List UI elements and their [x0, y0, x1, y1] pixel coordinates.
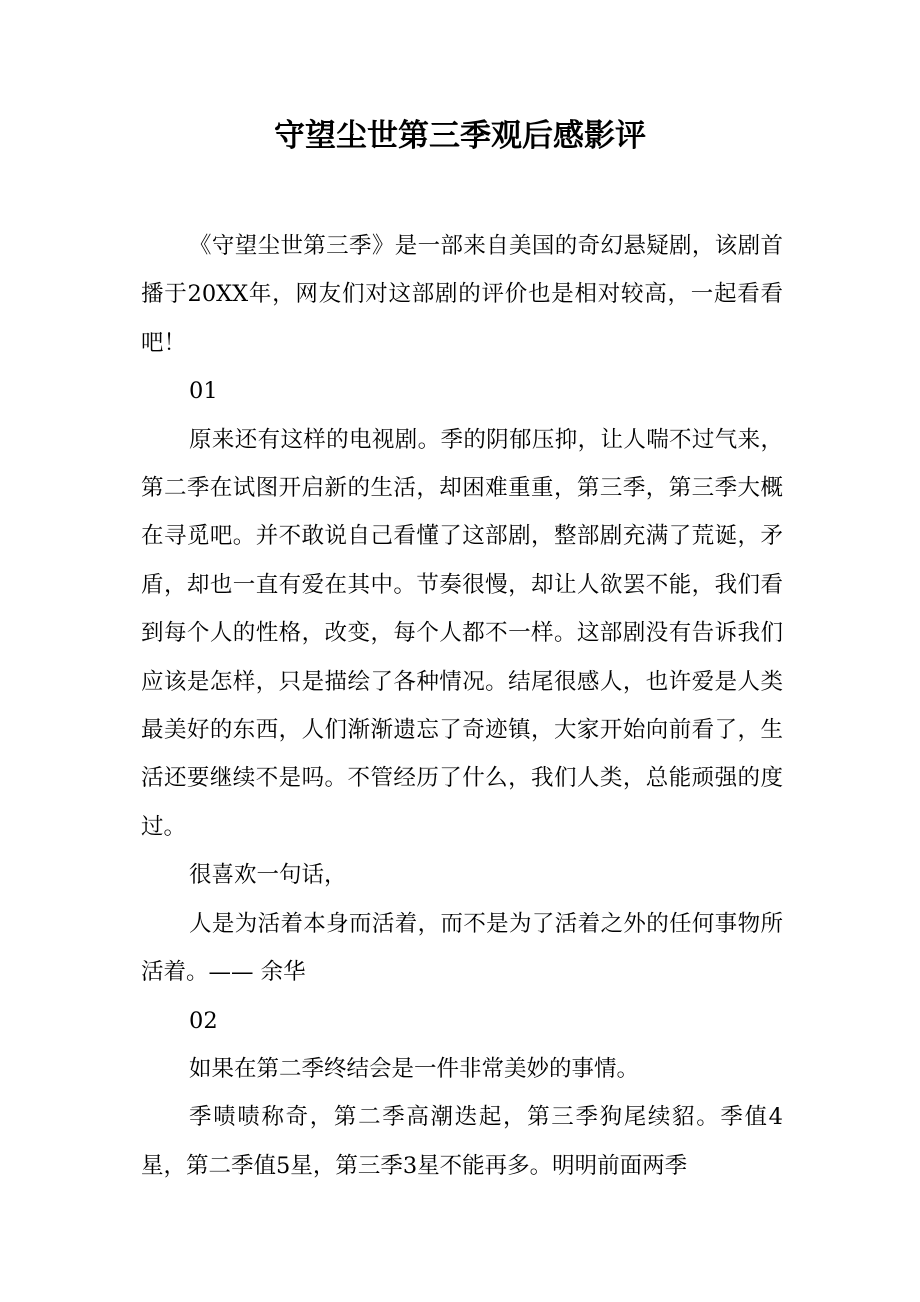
intro-paragraph: 《守望尘世第三季》是一部来自美国的奇幻悬疑剧，该剧首播于20XX年，网友们对这部剧的评价也是相对较高，一起看看吧！ — [141, 233, 783, 356]
review-paragraph-3: 季啧啧称奇，第二季高潮迭起，第三季狗尾续貂。季值4星，第二季值5星，第三季3星不能再多。明明前面两季 — [141, 1104, 783, 1179]
quote-intro-paragraph: 很喜欢一句话， — [189, 862, 347, 889]
review-paragraph-1: 原来还有这样的电视剧。季的阴郁压抑，让人喘不过气来，第二季在试图开启新的生活，却困难重重，第三季，第三季大概在寻觅吧。并不敢说自己看懂了这部剧，整部剧充满了荒诞，矛盾，却也一直有爱在其中。节奏很慢，却让人欲罢不能，我们看到每个人的性格，改变，每个人都不一样。这部剧没有告诉我们应该是怎样，只是描绘了各种情况。结尾很感人，也许爱是人类最美好的东西，人们渐渐遗忘了奇迹镇，大家开始向前看了，生活还要继续不是吗。不管经历了什么，我们人类，总能顽强的度过。 — [141, 426, 783, 840]
section-number-02: 02 — [189, 1007, 218, 1034]
review-paragraph-2: 如果在第二季终结会是一件非常美妙的事情。 — [189, 1055, 640, 1082]
document-title: 守望尘世第三季观后感影评 — [274, 118, 646, 154]
quote-paragraph: 人是为活着本身而活着，而不是为了活着之外的任何事物所活着。—— 余华 — [141, 910, 783, 986]
section-number-01: 01 — [189, 378, 218, 405]
document-body — [141, 222, 783, 1190]
